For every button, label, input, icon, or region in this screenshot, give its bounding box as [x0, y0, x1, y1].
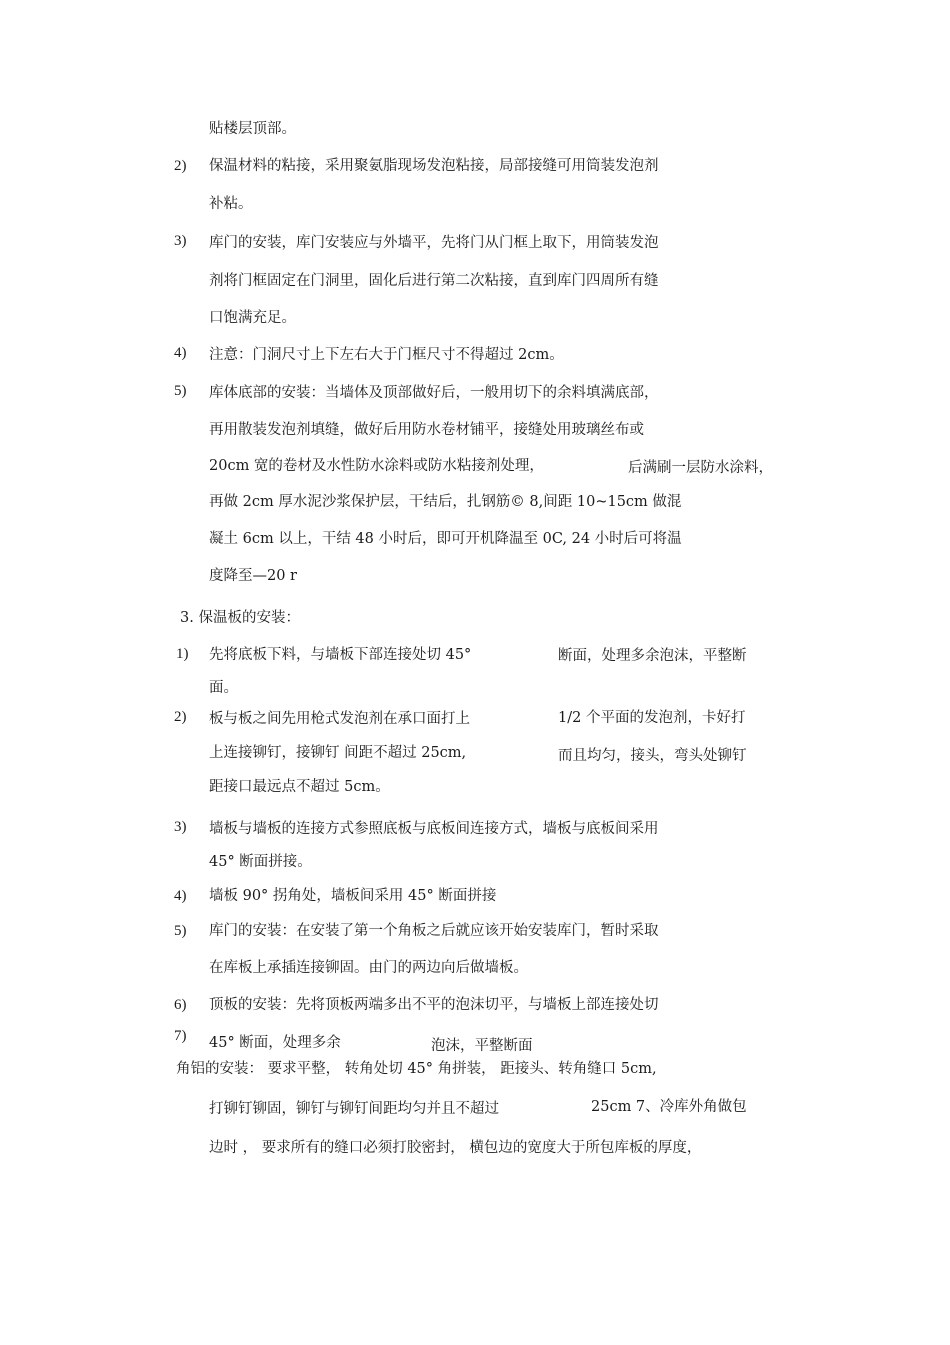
text-line: 度降至—20 r — [209, 568, 297, 584]
text-line: 45° 断面拼接。 — [209, 854, 312, 870]
text-line: 而且均匀，接头，弯头处铆钉 — [558, 748, 747, 764]
text-line: 库门的安装：在安装了第一个角板之后就应该开始安装库门，暂时采取 — [209, 923, 659, 939]
text-line: 贴楼层顶部。 — [209, 121, 296, 137]
text-line: 库门的安装，库门安装应与外墙平，先将门从门框上取下，用筒装发泡 — [209, 235, 659, 251]
text-line: 20cm 宽的卷材及水性防水涂料或防水粘接剂处理， — [209, 458, 544, 474]
text-line: 先将底板下料，与墙板下部连接处切 45° — [209, 647, 472, 663]
text-line: 再做 2cm 厚水泥沙浆保护层，干结后，扎钢筋© 8,间距 10~15cm 做混 — [209, 494, 682, 510]
section-heading: 3. 保温板的安装： — [180, 610, 300, 626]
text-line: 后满刷一层防水涂料， — [628, 460, 773, 476]
list-number: 3) — [174, 819, 187, 835]
text-line: 再用散装发泡剂填缝，做好后用防水卷材铺平，接缝处用玻璃丝布或 — [209, 422, 644, 438]
text-line: 剂将门框固定在门洞里，固化后进行第二次粘接，直到库门四周所有缝 — [209, 273, 659, 289]
text-line: 保温材料的粘接，采用聚氨脂现场发泡粘接，局部接缝可用筒装发泡剂 — [209, 158, 659, 174]
text-line: 上连接铆钉，接铆钉 间距不超过 25cm, — [209, 745, 467, 761]
text-line: 25cm 7、冷库外角做包 — [591, 1099, 747, 1115]
list-number: 7) — [174, 1028, 187, 1044]
text-line: 板与板之间先用枪式发泡剂在承口面打上 — [209, 711, 470, 727]
list-number: 2) — [174, 709, 187, 725]
text-line: 顶板的安装：先将顶板两端多出不平的泡沫切平，与墙板上部连接处切 — [209, 997, 659, 1013]
text-line: 凝土 6cm 以上，干结 48 小时后，即可开机降温至 0C, 24 小时后可将温 — [209, 531, 682, 547]
list-number: 1) — [176, 646, 189, 662]
text-line: 边时 ， 要求所有的缝口必须打胶密封， 横包边的宽度大于所包库板的厚度， — [209, 1140, 702, 1156]
text-line: 在库板上承插连接铆固。由门的两边向后做墙板。 — [209, 960, 528, 976]
text-line: 45° 断面，处理多余 — [209, 1035, 341, 1051]
text-line: 断面，处理多余泡沫，平整断 — [558, 648, 747, 664]
text-line: 墙板 90° 拐角处，墙板间采用 45° 断面拼接 — [209, 888, 497, 904]
list-number: 3) — [174, 233, 187, 249]
text-line: 面。 — [209, 680, 238, 696]
text-line: 1/2 个平面的发泡剂，卡好打 — [558, 710, 746, 726]
text-line: 墙板与墙板的连接方式参照底板与底板间连接方式，墙板与底板间采用 — [209, 821, 659, 837]
text-line: 打铆钉铆固，铆钉与铆钉间距均匀并且不超过 — [209, 1101, 499, 1117]
text-line: 口饱满充足。 — [209, 310, 296, 326]
text-line: 库体底部的安装：当墙体及顶部做好后，一般用切下的余料填满底部， — [209, 385, 659, 401]
text-line: 注意：门洞尺寸上下左右大于门框尺寸不得超过 2cm。 — [209, 347, 564, 363]
text-line: 角铝的安装： 要求平整， 转角处切 45° 角拼装， 距接头、转角缝口 5cm, — [176, 1061, 657, 1077]
list-number: 6) — [174, 997, 187, 1013]
list-number: 4) — [174, 888, 187, 904]
text-line: 距接口最远点不超过 5cm。 — [209, 779, 390, 795]
list-number: 5) — [174, 923, 187, 939]
list-number: 5) — [174, 383, 187, 399]
list-number: 2) — [174, 158, 187, 174]
text-line: 泡沫，平整断面 — [431, 1038, 533, 1054]
list-number: 4) — [174, 345, 187, 361]
text-line: 补粘。 — [209, 196, 253, 212]
